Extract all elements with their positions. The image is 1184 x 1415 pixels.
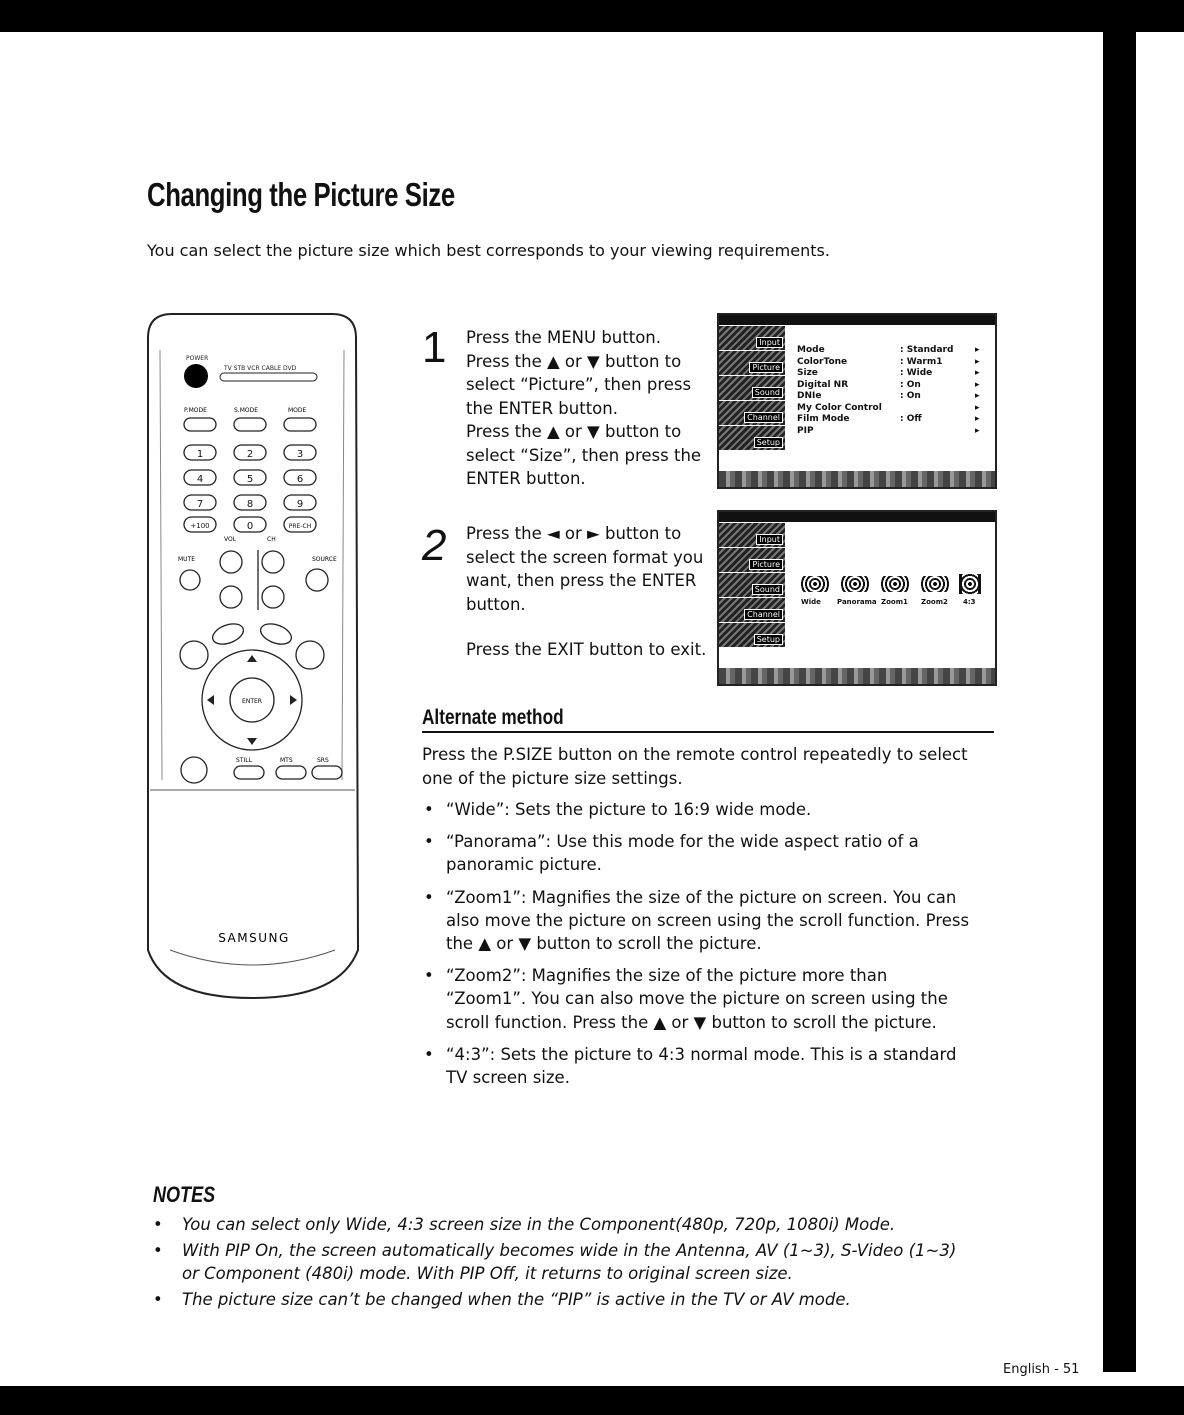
size-option-zoom2: Zoom2 xyxy=(921,598,948,606)
size-43-icon xyxy=(959,574,981,594)
size-option-list xyxy=(422,798,1002,1098)
size-option-item: • “Zoom2”: Magnifies the size of the picture more than “Zoom1”. You can also move the picture on screen using the scroll function. Press the ▲ or ▼ button to scroll the picture. xyxy=(422,964,1002,1034)
size-option-item: • “Wide”: Sets the picture to 16:9 wide mode. xyxy=(422,798,1002,821)
step-2-line: button. xyxy=(466,594,526,614)
size-wide-icon xyxy=(801,576,829,592)
size-panorama-icon xyxy=(841,576,869,592)
remote-enter-label: ENTER xyxy=(242,698,262,705)
remote-digit-6: 6 xyxy=(296,474,304,485)
remote-digit-plus100: +100 xyxy=(190,522,210,530)
alternate-method-intro xyxy=(422,743,968,790)
osd-tab-input: Input xyxy=(719,326,785,350)
size-option-43: 4:3 xyxy=(963,598,976,606)
step-2-line: Press the ◄ or ► button to xyxy=(466,524,682,543)
remote-digit-3: 3 xyxy=(296,449,304,460)
osd-tab-input: Input xyxy=(719,523,785,547)
osd-size-menu xyxy=(717,510,997,686)
osd-menu-row-my-color-control: My Color Control ▸ xyxy=(797,402,980,413)
osd-picture-menu xyxy=(717,313,997,489)
size-option-item: • “Panorama”: Use this mode for the wide aspect ratio of a panoramic picture. xyxy=(422,830,1002,876)
remote-power-label: POWER xyxy=(186,355,209,362)
osd-size-options xyxy=(793,572,993,612)
remote-digit-0: 0 xyxy=(246,521,254,532)
top-border-bar xyxy=(0,0,1184,32)
alternate-method-heading: Alternate method xyxy=(422,706,564,729)
alternate-intro-line: one of the picture size settings. xyxy=(422,768,683,788)
remote-bottom-label-2: MTS xyxy=(280,757,293,764)
osd-menu-row-colortone: ColorTone : Warm1 ▸ xyxy=(797,356,980,367)
osd-menu-tabs xyxy=(719,325,785,471)
remote-source-label: SOURCE xyxy=(312,556,337,563)
remote-digit-1: 1 xyxy=(196,449,204,460)
osd-tab-channel: Channel xyxy=(719,598,785,622)
right-border-bar xyxy=(1103,32,1136,1372)
page-title: Changing the Picture Size xyxy=(147,176,455,213)
osd-tab-setup: Setup xyxy=(719,426,785,450)
size-option-panorama: Panorama xyxy=(837,598,877,606)
page-subtitle: You can select the picture size which best corresponds to your viewing requirements. xyxy=(147,241,830,260)
osd-size-tabs xyxy=(719,522,785,668)
power-button-icon xyxy=(184,364,208,388)
note-item: • The picture size can’t be changed when the “PIP” is active in the TV or AV mode. xyxy=(150,1288,1050,1312)
alternate-method-rule xyxy=(422,731,994,733)
alternate-intro-line: Press the P.SIZE button on the remote control repeatedly to select xyxy=(422,745,968,764)
remote-mode-label-1: P.MODE xyxy=(184,407,207,414)
notes-heading: NOTES xyxy=(153,1182,216,1207)
step-1-line: Press the ▲ or ▼ button to xyxy=(466,351,682,371)
size-zoom1-icon xyxy=(881,576,909,592)
note-item: • With PIP On, the screen automatically becomes wide in the Antenna, AV (1~3), S-Video (1~3) or Component (480i) mode. With PIP Off, it returns to original screen size. xyxy=(150,1239,1050,1286)
remote-source-row: TV STB VCR CABLE DVD xyxy=(224,365,297,372)
remote-vol-label: VOL xyxy=(224,536,237,543)
osd-tab-picture: Picture xyxy=(719,548,785,572)
step-1-text xyxy=(466,326,701,491)
osd-tab-sound: Sound xyxy=(719,573,785,597)
remote-mute-label: MUTE xyxy=(178,556,196,563)
remote-brand-logo: SAMSUNG xyxy=(218,931,290,945)
page-number-footer: English - 51 xyxy=(1003,1362,1080,1377)
size-option-item: • “4:3”: Sets the picture to 4:3 normal mode. This is a standard TV screen size. xyxy=(422,1043,1002,1089)
remote-digit-4: 4 xyxy=(196,474,204,485)
step-2-exit-line: Press the EXIT button to exit. xyxy=(466,640,707,659)
remote-digit-7: 7 xyxy=(196,499,204,510)
size-option-wide: Wide xyxy=(801,598,821,606)
remote-bottom-label-1: STILL xyxy=(236,757,252,764)
osd-tab-sound: Sound xyxy=(719,376,785,400)
step-1-number: 1 xyxy=(422,323,447,372)
osd-menu-row-size: Size : Wide ▸ xyxy=(797,368,980,378)
notes-list xyxy=(150,1213,1050,1313)
remote-ch-label: CH xyxy=(267,536,276,543)
step-1-line: select “Picture”, then press xyxy=(466,375,692,394)
remote-digit-8: 8 xyxy=(246,499,254,510)
step-2-text xyxy=(466,522,706,662)
bottom-border-bar xyxy=(0,1386,1184,1415)
size-zoom2-icon xyxy=(921,576,949,592)
remote-digit-2: 2 xyxy=(246,449,254,460)
remote-digit-9: 9 xyxy=(296,499,304,510)
osd-menu-row-film-mode: Film Mode : Off ▸ xyxy=(797,414,980,424)
osd-menu-row-pip: PIP ▸ xyxy=(797,425,980,436)
step-2-number: 2 xyxy=(422,521,447,570)
remote-digit-5: 5 xyxy=(246,474,254,485)
remote-digit-prech: PRE-CH xyxy=(288,523,312,530)
step-2-line: select the screen format you xyxy=(466,547,704,567)
remote-bottom-label-3: SRS xyxy=(317,757,329,764)
note-item: • You can select only Wide, 4:3 screen size in the Component(480p, 720p, 1080i) Mode. xyxy=(150,1213,1050,1237)
step-1-line: Press the MENU button. xyxy=(466,328,661,347)
size-option-item: • “Zoom1”: Magnifies the size of the picture on screen. You can also move the picture on screen using the scroll function. Press the ▲ or ▼ button to scroll the picture. xyxy=(422,886,1002,956)
osd-tab-setup: Setup xyxy=(719,623,785,647)
size-option-zoom1: Zoom1 xyxy=(881,598,908,606)
osd-tab-channel: Channel xyxy=(719,401,785,425)
osd-menu-row-digital-nr: Digital NR : On ▸ xyxy=(797,379,980,390)
step-2-line: want, then press the ENTER xyxy=(466,571,697,590)
remote-mode-label-2: S.MODE xyxy=(234,407,259,414)
step-1-line: the ENTER button. xyxy=(466,398,618,418)
osd-tab-picture: Picture xyxy=(719,351,785,375)
step-1-line: Press the ▲ or ▼ button to xyxy=(466,422,682,441)
osd-menu-row-mode: Mode : Standard ▸ xyxy=(797,345,980,355)
step-1-line: ENTER button. xyxy=(466,469,586,488)
remote-mode-label-3: MODE xyxy=(288,407,307,414)
osd-menu-row-dnie: DNIe : On ▸ xyxy=(797,391,980,401)
remote-control-illustration xyxy=(140,310,365,1000)
step-1-line: select “Size”, then press the xyxy=(466,445,702,465)
